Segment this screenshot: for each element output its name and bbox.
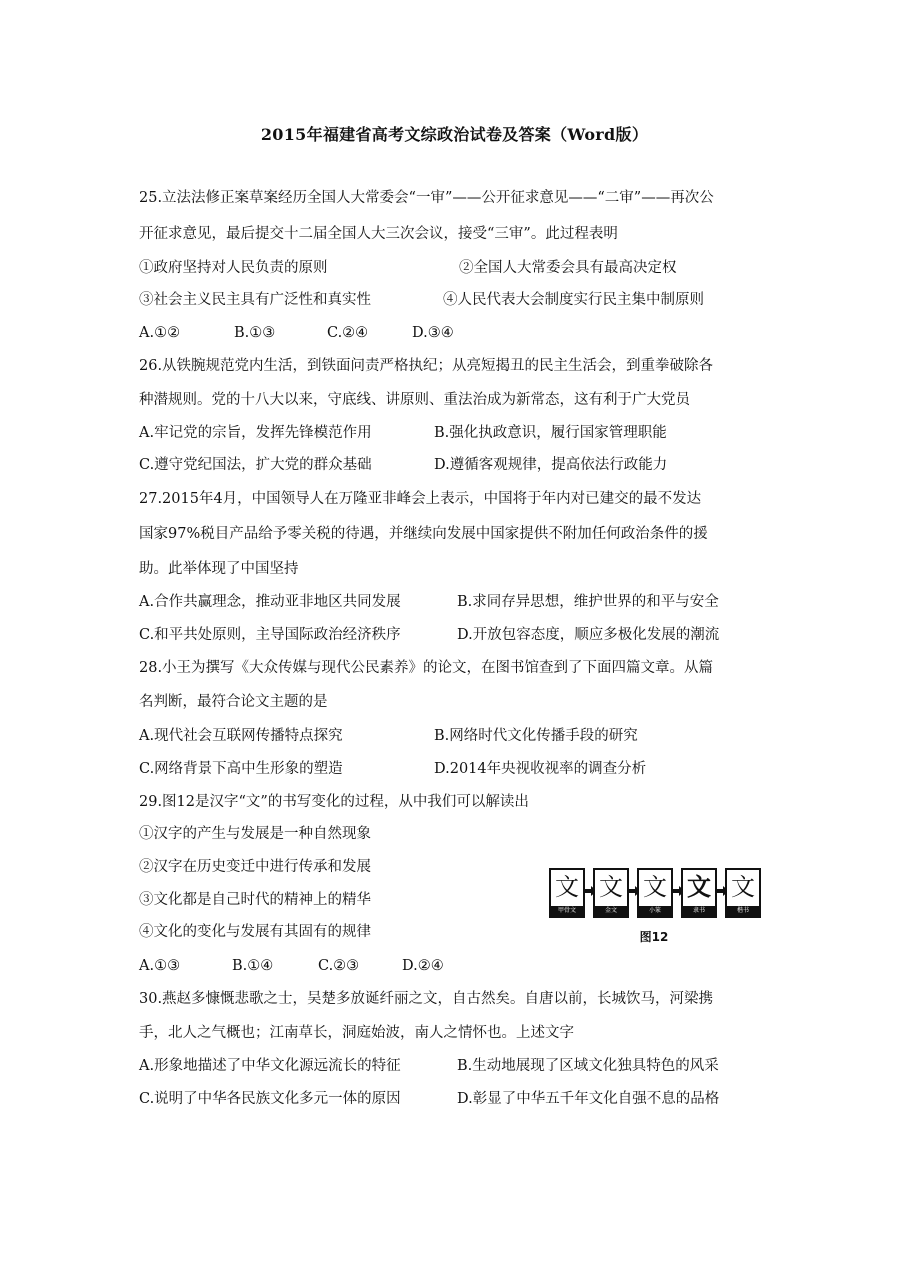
question-28-stem: 28.小王为撰写《大众传媒与现代公民素养》的论文，在图书馆查到了下面四篇文章。从篇 [139,660,714,676]
option-a: A.牢记党的宗旨，发挥先锋模范作用 [139,425,372,441]
option-d: D.2014年央视收视率的调查分析 [434,761,647,777]
question-25-stem: 开征求意见，最后提交十二届全国人大三次会议，接受“三审”。此过程表明 [139,226,618,242]
option-a: A.①③ [139,958,181,974]
glyph-bronze: 文 金文 [593,868,629,918]
glyph-oracle-bone: 文 甲骨文 [549,868,585,918]
option-a: A.①② [139,325,181,341]
statement-2: ②汉字在历史变迁中进行传承和发展 [139,859,371,875]
option-d: D.遵循客观规律，提高依法行政能力 [434,457,668,473]
figure-caption: 图12 [639,930,669,944]
glyph-small-seal: 文 小篆 [637,868,673,918]
option-b: B.①④ [232,958,274,974]
question-27-stem: 助。此举体现了中国坚持 [139,561,299,577]
statement-4: ④文化的变化与发展有其固有的规律 [139,924,371,940]
option-b: B.①③ [234,325,276,341]
statement-2: ②全国人大常委会具有最高决定权 [459,260,677,276]
option-d: D.③④ [412,325,454,341]
question-28-stem: 名判断，最符合论文主题的是 [139,694,328,710]
question-27-stem: 27.2015年4月，中国领导人在万隆亚非峰会上表示，中国将于年内对已建交的最不发达 [139,491,702,507]
option-c: C.说明了中华各民族文化多元一体的原因 [139,1091,401,1107]
question-26-stem: 26.从铁腕规范党内生活，到铁面问责严格执纪；从亮短揭丑的民主生活会，到重拳破除各 [139,358,714,374]
option-c: C.②③ [318,958,360,974]
option-b: B.强化执政意识，履行国家管理职能 [434,425,667,441]
option-a: A.合作共赢理念，推动亚非地区共同发展 [139,594,401,610]
option-c: C.和平共处原则，主导国际政治经济秩序 [139,627,401,643]
option-d: D.彰显了中华五千年文化自强不息的品格 [457,1091,720,1107]
option-d: D.开放包容态度，顺应多极化发展的潮流 [457,627,720,643]
question-27-stem: 国家97%税目产品给予零关税的待遇，并继续向发展中国家提供不附加任何政治条件的援 [139,526,708,542]
option-c: C.遵守党纪国法，扩大党的群众基础 [139,457,372,473]
option-a: A.现代社会互联网传播特点探究 [139,728,343,744]
option-a: A.形象地描述了中华文化源远流长的特征 [139,1058,401,1074]
statement-4: ④人民代表大会制度实行民主集中制原则 [443,292,704,308]
option-c: C.②④ [327,325,369,341]
option-b: B.生动地展现了区域文化独具特色的风采 [457,1058,719,1074]
page-title: 2015年福建省高考文综政治试卷及答案（Word版） [260,125,649,144]
question-25-stem: 25.立法法修正案草案经历全国人大常委会“一审”——公开征求意见——“二审”——再次公 [139,190,714,206]
glyph-clerical: 文 隶书 [681,868,717,918]
question-30-stem: 30.燕赵多慷慨悲歌之士，吴楚多放诞纤丽之文，自古然矣。自唐以前，长城饮马，河梁携 [139,991,714,1007]
option-c: C.网络背景下高中生形象的塑造 [139,761,343,777]
statement-3: ③社会主义民主具有广泛性和真实性 [139,292,371,308]
statement-1: ①政府坚持对人民负责的原则 [139,260,328,276]
glyph-regular: 文 楷书 [725,868,761,918]
figure-12 [549,868,759,948]
option-d: D.②④ [402,958,444,974]
option-b: B.求同存异思想，维护世界的和平与安全 [457,594,719,610]
question-30-stem: 手，北人之气概也；江南草长，洞庭始波，南人之情怀也。上述文字 [139,1025,574,1041]
question-29-stem: 29.图12是汉字“文”的书写变化的过程，从中我们可以解读出 [139,794,529,810]
statement-3: ③文化都是自己时代的精神上的精华 [139,892,371,908]
question-26-stem: 种潜规则。党的十八大以来，守底线、讲原则、重法治成为新常态，这有利于广大党员 [139,392,690,408]
statement-1: ①汉字的产生与发展是一种自然现象 [139,826,371,842]
option-b: B.网络时代文化传播手段的研究 [434,728,638,744]
